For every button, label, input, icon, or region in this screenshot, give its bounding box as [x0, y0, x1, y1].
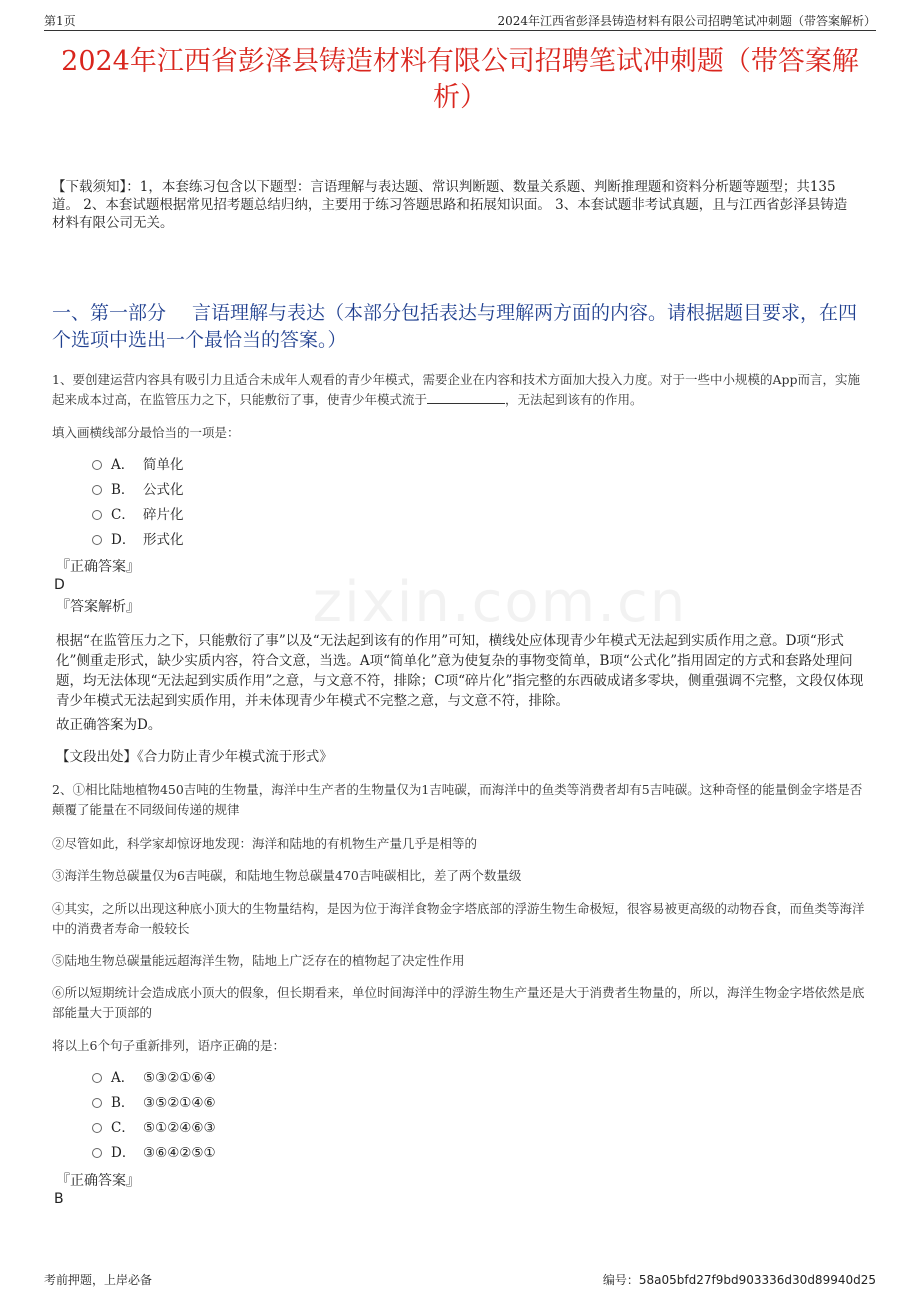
header-doc-title: 2024年江西省彭泽县铸造材料有限公司招聘笔试冲刺题（带答案解析）	[497, 14, 876, 28]
radio-button-icon[interactable]	[92, 460, 102, 470]
option-d[interactable]	[92, 528, 184, 553]
section-number: 一、第一部分	[52, 302, 167, 324]
page-number: 第1页	[44, 14, 76, 28]
option-b[interactable]	[92, 478, 184, 503]
option-text: ⑤①②④⑥③	[143, 1120, 216, 1136]
option-letter: C．	[111, 507, 135, 523]
document-title: 2024年江西省彭泽县铸造材料有限公司招聘笔试冲刺题（带答案解析）	[61, 46, 859, 113]
option-d[interactable]	[92, 1141, 216, 1166]
radio-button-icon[interactable]	[92, 485, 102, 495]
option-text: 简单化	[143, 457, 184, 473]
question-1-stem-end: ，无法起到该有的作用。	[505, 392, 643, 407]
footer-code-label: 编号：	[602, 1273, 639, 1287]
correct-answer-label: 『正确答案』	[56, 559, 140, 575]
question-2-prompt: 将以上6个句子重新排列，语序正确的是：	[52, 1038, 285, 1053]
page-header	[44, 12, 876, 31]
section-title: 言语理解与表达（本部分包括表达与理解两方面的内容。请根据题目要求，在四个选项中选出一个最恰当的答案。）	[52, 302, 858, 351]
footer-slogan: 考前押题，上岸必备	[44, 1273, 153, 1287]
correct-answer: B	[54, 1191, 64, 1207]
radio-button-icon[interactable]	[92, 1098, 102, 1108]
correct-answer: D	[54, 577, 65, 593]
radio-button-icon[interactable]	[92, 1148, 102, 1158]
option-text: ⑤③②①⑥④	[143, 1070, 216, 1086]
footer-code-value: 58a05bfd27f9bd903336d30d89940d25	[638, 1273, 876, 1287]
question-2-sentence: 2、①相比陆地植物450吉吨的生物量，海洋中生产者的生物量仅为1吉吨碳，而海洋中的鱼类等消费者却有5吉吨碳。这种奇怪的能量倒金字塔是否颠覆了能量在不同级间传递的规律	[52, 782, 863, 817]
option-letter: A．	[111, 1070, 135, 1086]
radio-button-icon[interactable]	[92, 535, 102, 545]
option-b[interactable]	[92, 1091, 216, 1116]
question-1-prompt: 填入画横线部分最恰当的一项是：	[52, 425, 240, 440]
option-text: 公式化	[143, 482, 184, 498]
source-citation: 【文段出处】《合力防止青少年模式流于形式》	[56, 749, 333, 765]
option-text: ③⑥④②⑤①	[143, 1145, 216, 1161]
option-text: ③⑤②①④⑥	[143, 1095, 216, 1111]
option-letter: B．	[111, 482, 135, 498]
analysis-text: 根据“在监管压力之下，只能敷衍了事”以及“无法起到该有的作用”可知，横线处应体现青少年模式无法起到实质作用之意。D项“形式化”侧重走形式，缺少实质内容，符合文意，当选。A项“简单化”意为使复杂的事物变简单，B项“公式化”指用固定的方式和套路处理问题，均无法体现“无法起到实质作用”之意，与文意不符，排除；C项“碎片化”指完整的东西破成诸多零块，侧重强调不完整，文段仅体现青少年模式无法起到实质作用，并未体现青少年模式不完整之意，与文意不符，排除。	[56, 633, 864, 709]
option-text: 碎片化	[143, 507, 184, 523]
footer-code	[603, 1271, 876, 1288]
question-2-sentence: ⑤陆地生物总碳量能远超海洋生物，陆地上广泛存在的植物起了决定性作用	[52, 953, 465, 968]
option-a[interactable]	[92, 453, 184, 478]
question-2-sentence: ⑥所以短期统计会造成底小顶大的假象，但长期看来，单位时间海洋中的浮游生物生产量还是大于消费者生物量的，所以，海洋生物金字塔依然是底部能量大于顶部的	[52, 985, 865, 1020]
watermark: zixin.com.cn	[312, 570, 688, 635]
option-letter: D．	[111, 1145, 136, 1161]
download-notice: 【下载须知】：1，本套练习包含以下题型：言语理解与表达题、常识判断题、数量关系题、判断推理题和资料分析题等题型；共135道。 2、本套试题根据常见招考题总结归纳，主要用于练习答题思路和拓展知识面。 3、本套试题非考试真题，且与江西省彭泽县铸造材料有限公司无关。	[52, 179, 848, 231]
option-a[interactable]	[92, 1066, 216, 1091]
question-2-options	[92, 1066, 216, 1166]
option-c[interactable]	[92, 503, 184, 528]
option-letter: D．	[111, 532, 136, 548]
question-2-sentence: ④其实，之所以出现这种底小顶大的生物量结构，是因为位于海洋食物金字塔底部的浮游生物生命极短，很容易被更高级的动物吞食，而鱼类等海洋中的消费者寿命一般较长	[52, 901, 865, 936]
analysis-conclusion: 故正确答案为D。	[56, 717, 162, 733]
answer-blank	[427, 391, 505, 404]
analysis-label: 『答案解析』	[56, 599, 140, 615]
question-2-sentence: ②尽管如此，科学家却惊讶地发现：海洋和陆地的有机物生产量几乎是相等的	[52, 836, 478, 851]
radio-button-icon[interactable]	[92, 510, 102, 520]
radio-button-icon[interactable]	[92, 1073, 102, 1083]
question-1-options	[92, 453, 184, 553]
question-1-text	[52, 370, 865, 410]
radio-button-icon[interactable]	[92, 1123, 102, 1133]
option-letter: A．	[111, 457, 135, 473]
option-text: 形式化	[143, 532, 184, 548]
option-c[interactable]	[92, 1116, 216, 1141]
question-1-stem: 1、要创建运营内容具有吸引力且适合未成年人观看的青少年模式，需要企业在内容和技术方面加大投入力度。对于一些中小规模的App而言，实施起来成本过高，在监管压力之下，只能敷衍了事，使青少年模式流于	[52, 372, 860, 407]
question-2-sentence: ③海洋生物总碳量仅为6吉吨碳，和陆地生物总碳量470吉吨碳相比，差了两个数量级	[52, 868, 522, 883]
section-heading	[52, 300, 860, 354]
option-letter: C．	[111, 1120, 135, 1136]
option-letter: B．	[111, 1095, 135, 1111]
correct-answer-label: 『正确答案』	[56, 1173, 140, 1189]
